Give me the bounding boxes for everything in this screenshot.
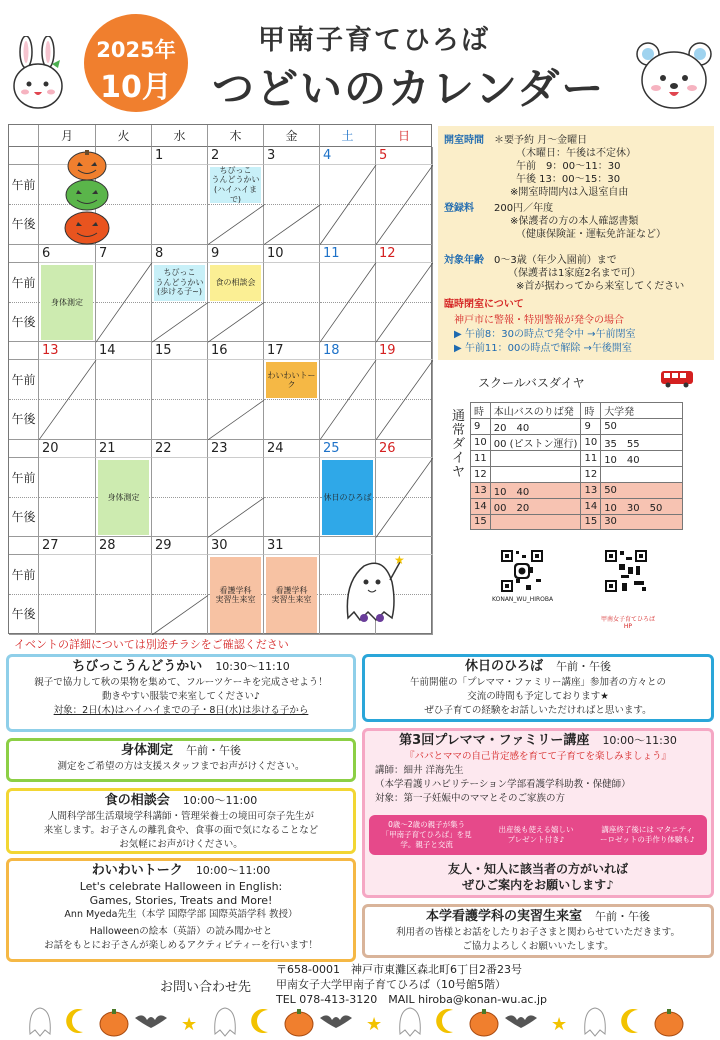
premama-highlight-banner (369, 815, 707, 855)
closed-slash (376, 360, 433, 440)
bus-cell: 10 30 50 (601, 498, 683, 514)
shinchou-time: 午前・午後 (186, 744, 242, 757)
day-number: 29 (155, 538, 172, 554)
weekday-mon: 月 (39, 125, 96, 147)
pumpkin-deco-icon (470, 1012, 498, 1036)
bus-cell (490, 467, 581, 483)
closed-slash (208, 303, 264, 343)
day-number: 23 (211, 440, 228, 456)
premama-highlight-1: 0歳～2歳の親子が集う「甲南子育てひろば」を見学。親子と交流 (381, 820, 472, 849)
chibikko-text-2: 動きやすい服装で来室してください♪ (101, 691, 261, 702)
bus-timetable (470, 402, 683, 530)
premama-text-1: 講師：細井 洋海先生 (375, 765, 464, 776)
homepage-qr-code[interactable] (604, 549, 648, 593)
bat-deco-icon (320, 1015, 352, 1028)
age-1: 0～3歳（年少入園前）まで (494, 255, 617, 266)
day-number: 12 (379, 245, 396, 261)
age-label: 対象年齢 (444, 255, 484, 266)
bus-cell: 時 (581, 403, 601, 419)
year-month-badge (84, 14, 188, 112)
bus-header-row (471, 403, 683, 419)
bear-icon (634, 38, 714, 110)
shoku-title: 食の相談会 (104, 793, 170, 808)
event-shinchou-oct6[interactable]: 身体測定 (41, 265, 93, 341)
closed-1: 神戸市に警報・特別警報が発令の場合 (454, 315, 624, 326)
closed-slash (376, 263, 433, 343)
info-panel (438, 126, 714, 360)
day-number: 27 (42, 538, 59, 554)
bus-cell: 13 (471, 482, 491, 498)
closed-3: ▶ 午前11：00の時点で解除 →午後開室 (454, 343, 632, 354)
bus-cell (490, 451, 581, 467)
bus-schedule-type: 通常ダイヤ (452, 409, 466, 480)
waiwai-text-3: Ann Myeda先生（本学 国際学部 国際英語学科 教授） (64, 909, 298, 920)
day-number: 9 (211, 245, 220, 261)
kyujitsu-box (362, 654, 714, 722)
chibikko-time: 10:30～11:10 (215, 660, 290, 673)
age-2: （保護者は1家庭2名まで可） (508, 268, 641, 279)
contact-label: お問い合わせ先 (160, 980, 252, 995)
weekday-tue: 火 (96, 125, 152, 147)
am-label: 午前 (9, 165, 39, 205)
day-number: 11 (323, 245, 340, 261)
day-number: 1 (155, 148, 164, 163)
fee-label: 登録料 (444, 203, 474, 214)
kyujitsu-time: 午前・午後 (556, 660, 612, 673)
bus-cell (601, 467, 683, 483)
day-number: 24 (267, 440, 284, 456)
day-number: 18 (323, 343, 340, 359)
bus-cell: 本山バスのりば発 (490, 403, 581, 419)
event-shoku-oct9[interactable]: 食の相談会 (210, 265, 261, 301)
closed-slash (208, 498, 264, 538)
open-hours-3: 午前 9：00～11：30 (516, 161, 621, 172)
weekday-sat: 土 (320, 125, 376, 147)
event-note: イベントの詳細については別途チラシをご確認ください (14, 638, 289, 651)
shoku-time: 10:00～11:00 (182, 794, 258, 807)
waiwai-text-5: お話をもとにお子さんが楽しめるアクティビティーを行います！ (44, 940, 318, 951)
kango-text-1: 利用者の皆様とお話をしたりお子さまと関わらせていただきます。 (396, 927, 680, 938)
open-hours-2: （木曜日：午後は不定休） (516, 148, 636, 159)
ghost-deco-icon (30, 1008, 51, 1036)
premama-highlight-3: 講座終了後には マタニティーロゼットの手作り体験も♪ (599, 825, 695, 844)
premama-ask-1: 友人・知人に該当者の方がいれば (447, 862, 628, 876)
day-number: 22 (155, 440, 172, 456)
event-shinchou-oct21[interactable]: 身体測定 (98, 460, 149, 536)
closed-label: 臨時閉室について (444, 299, 524, 310)
bus-cell (490, 514, 581, 530)
premama-text-3: 対象：第一子妊娠中のママとそのご家族の方 (375, 793, 566, 804)
bus-cell: 15 (471, 514, 491, 530)
kyujitsu-text-3: ぜひ子育ての経験をお話しいただければと思います。 (424, 705, 652, 716)
premama-subtitle: 『パパとママの自己肯定感を育てて子育てを楽しみましょう』 (404, 751, 671, 762)
bus-cell: 14 (581, 498, 601, 514)
am-label: 午前 (9, 555, 39, 595)
closed-slash (39, 360, 96, 440)
shoku-text-3: お気軽にお声がけください。 (119, 839, 243, 850)
closed-slash (376, 458, 433, 538)
shoku-text-2: 来室します。お子さんの離乳食や、食事の面で気になることなど (43, 825, 319, 836)
bus-cell: 10 40 (601, 451, 683, 467)
day-number: 3 (267, 148, 276, 163)
chibikko-title: ちびっこうんどうかい (72, 659, 203, 674)
instagram-qr-code[interactable] (500, 549, 544, 593)
closed-slash (208, 400, 264, 440)
closed-slash (96, 263, 152, 343)
waiwai-text-1: Let's celebrate Halloween in English: (79, 880, 283, 893)
day-number: 21 (99, 440, 116, 456)
kango-title: 本学看護学科の実習生来室 (425, 909, 582, 924)
pm-label: 午後 (9, 595, 39, 635)
day-number: 17 (267, 343, 284, 359)
ghost-deco-icon (585, 1008, 606, 1036)
star-deco-icon: ★ (181, 1014, 198, 1035)
bus-title: スクールバスダイヤ (478, 376, 585, 390)
premama-highlight-2: 出産後も使える嬉しいプレゼント付き♪ (498, 825, 574, 844)
am-label: 午前 (9, 263, 39, 303)
weekday-sun: 日 (376, 125, 432, 147)
event-kango-oct30[interactable]: 看護学科 実習生来室 (210, 557, 261, 633)
pumpkin-deco-icon (285, 1012, 313, 1036)
closed-slash (152, 303, 208, 343)
bus-cell: 11 (581, 451, 601, 467)
svg-text:★: ★ (394, 553, 405, 567)
event-chibikko-oct2[interactable]: ちびっこ うんどうかい (ハイハイまで) (211, 165, 260, 204)
pumpkin-deco-icon (655, 1012, 683, 1036)
bus-cell: 大学発 (601, 403, 683, 419)
kango-time: 午前・午後 (595, 910, 651, 923)
bus-row (471, 498, 683, 514)
bat-deco-icon (505, 1015, 537, 1028)
shinchou-box (6, 738, 356, 782)
pm-label: 午後 (9, 400, 39, 440)
bus-cell: 12 (471, 467, 491, 483)
bus-cell: 12 (581, 467, 601, 483)
day-number: 8 (155, 245, 164, 261)
open-hours-label: 開室時間 (444, 135, 484, 146)
instagram-handle: KONAN_WU_HIROBA (492, 596, 554, 603)
open-hours-5: ※開室時間内は入退室自由 (510, 187, 629, 198)
contact-building: 甲南女子大学甲南子育てひろば（10号館5階） (276, 978, 506, 991)
ghost-deco-icon (215, 1008, 236, 1036)
closed-slash (320, 263, 376, 343)
closed-slash (320, 360, 376, 440)
bus-cell: 9 (581, 419, 601, 435)
year-label: 2025年 (96, 38, 176, 62)
event-kyujitsu-oct25[interactable]: 休日のひろば (322, 460, 373, 536)
bus-row (471, 435, 683, 451)
bus-cell: 10 (581, 435, 601, 451)
premama-box (362, 728, 714, 898)
bus-cell: 35 55 (601, 435, 683, 451)
bus-cell: 13 (581, 482, 601, 498)
closed-slash (320, 165, 376, 245)
day-number: 10 (267, 245, 284, 261)
day-number: 6 (42, 245, 51, 261)
fee-3: （健康保険証・運転免許証など） (516, 229, 666, 240)
bus-row (471, 451, 683, 467)
closed-slash (264, 205, 320, 245)
premama-ask-2: ぜひご案内をお願いします♪ (462, 878, 614, 892)
moon-deco-icon (621, 1009, 638, 1033)
day-number: 7 (99, 245, 108, 261)
shoku-text-1: 人間科学部生活環境学科講師・管理栄養士の境田可奈子先生が (47, 811, 314, 822)
bus-row (471, 514, 683, 530)
bus-cell: 11 (471, 451, 491, 467)
day-number: 26 (379, 440, 396, 456)
moon-deco-icon (251, 1009, 268, 1033)
fee-1: 200円／年度 (494, 203, 554, 214)
event-waiwai-oct17[interactable]: わいわいトーク (266, 362, 317, 398)
day-number: 31 (267, 538, 284, 554)
kango-text-2: ご協力よろしくお願いいたします。 (462, 941, 614, 952)
open-hours-4: 午後 13：00～15：30 (516, 174, 621, 185)
bus-cell: 10 40 (490, 482, 581, 498)
am-label: 午前 (9, 360, 39, 400)
contact-address: 〒658-0001 神戸市東灘区森北町6丁目2番23号 (276, 963, 522, 976)
page-title: つどいのカレンダー (212, 64, 606, 113)
bus-cell: 15 (581, 514, 601, 530)
closed-slash (208, 205, 264, 245)
waiwai-box (6, 858, 356, 962)
weekday-thu: 木 (208, 125, 264, 147)
bus-cell: 10 (471, 435, 491, 451)
moon-deco-icon (66, 1009, 83, 1033)
ghost-deco-icon (400, 1008, 421, 1036)
closed-2: ▶ 午前8：30の時点で発令中 →午前閉室 (454, 329, 636, 340)
day-number: 25 (323, 440, 340, 456)
kyujitsu-text-1: 午前開催の「プレママ・ファミリー講座」参加者の方々との (410, 677, 666, 688)
chibikko-text-1: 親子で協力して秋の果物を集めて、フルーツケーキを完成させよう！ (34, 677, 328, 688)
day-number: 4 (323, 148, 332, 163)
day-number: 20 (42, 440, 59, 456)
moon-deco-icon (436, 1009, 453, 1033)
bus-row (471, 419, 683, 435)
ghost-icon (334, 552, 406, 624)
month-label: 10月 (100, 70, 172, 105)
bus-row (471, 467, 683, 483)
waiwai-time: 10:00～11:00 (195, 864, 271, 877)
kyujitsu-text-2: 交流の時間も予定しております★ (467, 691, 609, 702)
shoku-box (6, 788, 356, 854)
contact-tel-mail[interactable]: TEL 078-413-3120 MAIL hiroba@konan-wu.ac.jp (276, 993, 548, 1006)
premama-time: 10:00～11:30 (602, 734, 677, 747)
shinchou-title: 身体測定 (120, 743, 173, 758)
bus-row (471, 482, 683, 498)
bus-cell: 00 (ピストン運行) (490, 435, 581, 451)
day-number: 16 (211, 343, 228, 359)
pumpkin-stack-icon (62, 150, 112, 246)
bus-cell: 30 (601, 514, 683, 530)
weekday-fri: 金 (264, 125, 320, 147)
bunny-icon (8, 36, 70, 110)
premama-title: 第3回プレママ・ファミリー講座 (399, 733, 590, 748)
bus-cell: 時 (471, 403, 491, 419)
day-number: 19 (379, 343, 396, 359)
star-deco-icon: ★ (551, 1014, 568, 1035)
day-number: 2 (211, 148, 220, 163)
bus-cell: 9 (471, 419, 491, 435)
bus-cell: 20 40 (490, 419, 581, 435)
waiwai-title: わいわいトーク (91, 863, 183, 878)
day-number: 14 (99, 343, 116, 359)
header (0, 0, 720, 122)
chibikko-text-3: 対象：2日(木)はハイハイまでの子・8日(水)は歩ける子から (53, 705, 309, 716)
day-number: 30 (211, 538, 228, 554)
pumpkin-deco-icon (100, 1012, 128, 1036)
pm-label: 午後 (9, 303, 39, 343)
bus-cell: 14 (471, 498, 491, 514)
shinchou-text-1: 測定をご希望の方は支援スタッフまでお声がけください。 (57, 761, 305, 772)
bus-cell: 50 (601, 419, 683, 435)
bus-icon (660, 370, 694, 388)
day-number: 15 (155, 343, 172, 359)
fee-2: ※保護者の方の本人確認書類 (510, 216, 639, 227)
open-hours-1: ＊要予約 月～金曜日 (494, 135, 588, 146)
waiwai-text-4: Halloweenの絵本（英語）の読み聞かせと (89, 926, 273, 937)
pm-label: 午後 (9, 205, 39, 245)
facility-name: 甲南子育てひろば (258, 25, 490, 56)
chibikko-box (6, 654, 356, 732)
age-3: ※首が据わってから来室してください (516, 281, 685, 292)
halloween-decoration-strip (0, 1000, 720, 1040)
pm-label: 午後 (9, 498, 39, 538)
star-deco-icon: ★ (366, 1014, 383, 1035)
premama-text-2: （本学看護リハビリテーション学部看護学科助教・保健師） (375, 779, 631, 790)
kyujitsu-title: 休日のひろば (464, 659, 543, 674)
event-kango-oct31[interactable]: 看護学科 実習生来室 (266, 557, 317, 633)
bat-deco-icon (135, 1015, 167, 1028)
am-label: 午前 (9, 458, 39, 498)
day-number: 5 (379, 148, 388, 163)
day-number: 28 (99, 538, 116, 554)
event-chibikko-oct8[interactable]: ちびっこ うんどうかい (歩ける子~) (154, 265, 205, 301)
waiwai-text-2: Games, Stories, Treats and More! (89, 894, 273, 907)
bus-cell: 50 (601, 482, 683, 498)
weekday-wed: 水 (152, 125, 208, 147)
day-number: 13 (42, 343, 59, 359)
kango-box (362, 904, 714, 958)
closed-slash (376, 165, 433, 245)
homepage-caption: 甲南女子育てひろばHP (600, 616, 655, 630)
bus-cell: 00 20 (490, 498, 581, 514)
closed-slash (152, 595, 208, 635)
